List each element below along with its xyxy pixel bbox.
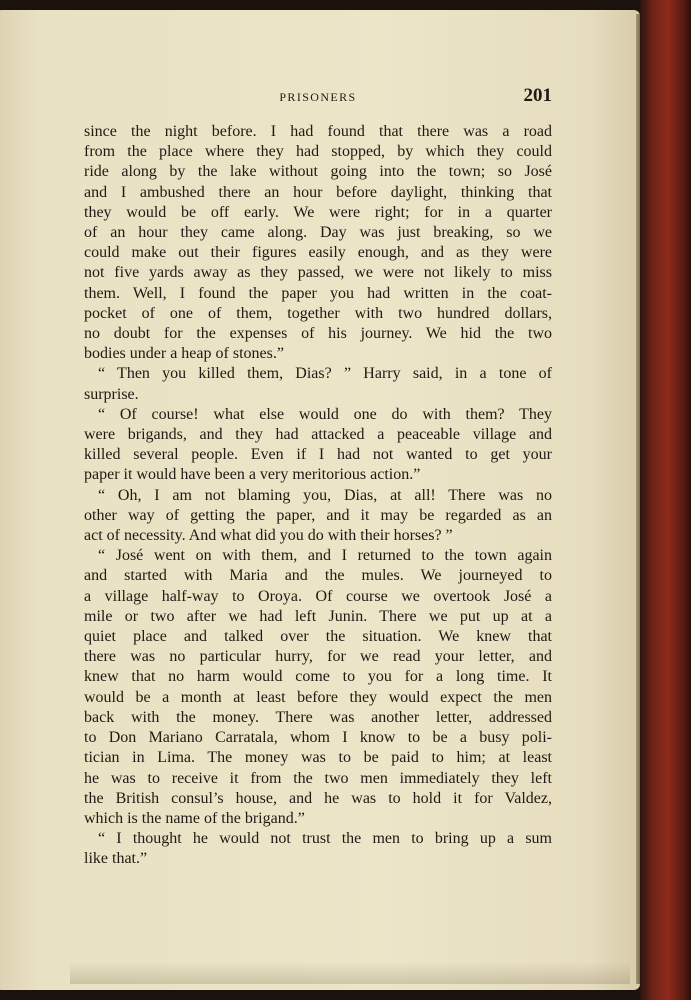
text-line: “ I thought he would not trust the men to bring up a sum bbox=[98, 830, 552, 848]
text-line: from the place where they had stopped, by which they could bbox=[84, 143, 552, 161]
text-line: act of necessity. And what did you do with their horses? ” bbox=[84, 527, 453, 545]
page-number: 201 bbox=[523, 85, 552, 106]
text-line: and started with Maria and the mules. We journeyed to bbox=[84, 567, 552, 585]
text-line: he was to receive it from the two men immediately they left bbox=[84, 769, 552, 787]
text-line: they would be off early. We were right; for in a quarter bbox=[84, 203, 552, 221]
text-line: “ Oh, I am not blaming you, Dias, at all! There was no bbox=[98, 486, 552, 504]
text-line: ride along by the lake without going into the town; so José bbox=[84, 163, 552, 181]
text-line: could make out their figures easily enough, and as they were bbox=[84, 244, 552, 262]
text-line: knew that no harm would come to you for a long time. It bbox=[84, 668, 552, 686]
text-line: the British consul’s house, and he was to hold it for Valdez, bbox=[84, 789, 552, 807]
text-line: quiet place and talked over the situation. We knew that bbox=[84, 628, 552, 646]
book-spine-red-cover bbox=[640, 0, 691, 1000]
text-line: paper it would have been a very meritorious action.” bbox=[84, 466, 421, 484]
text-line: to Don Mariano Carratala, whom I know to be a busy poli- bbox=[84, 729, 552, 747]
running-head: PRISONERS bbox=[279, 90, 357, 104]
text-line: which is the name of the brigand.” bbox=[84, 809, 305, 827]
page-header bbox=[84, 87, 552, 109]
text-line: were brigands, and they had attacked a peaceable village and bbox=[84, 426, 552, 444]
text-line: “ José went on with them, and I returned to the town again bbox=[98, 547, 552, 565]
text-line: mile or two after we had left Junin. There we put up at a bbox=[84, 607, 552, 625]
text-line: pocket of one of them, together with two hundred dollars, bbox=[84, 304, 552, 322]
text-line: back with the money. There was another letter, addressed bbox=[84, 708, 552, 726]
text-line: “ Then you killed them, Dias? ” Harry said, in a tone of bbox=[98, 365, 552, 383]
text-line: of an hour they came along. Day was just breaking, so we bbox=[84, 224, 552, 242]
body-text bbox=[84, 122, 552, 870]
text-line: them. Well, I found the paper you had written in the coat- bbox=[84, 284, 552, 302]
text-line: a village half-way to Oroya. Of course we overtook José a bbox=[84, 587, 552, 605]
text-line: not five yards away as they passed, we were not likely to miss bbox=[84, 264, 552, 282]
text-line: surprise. bbox=[84, 385, 139, 403]
text-line: would be a month at least before they would expect the men bbox=[84, 688, 552, 706]
text-line: no doubt for the expenses of his journey. We hid the two bbox=[84, 325, 552, 343]
text-line: like that.” bbox=[84, 850, 148, 868]
text-line: other way of getting the paper, and it may be regarded as an bbox=[84, 506, 552, 524]
page-bottom-shadow bbox=[70, 962, 630, 984]
text-line: “ Of course! what else would one do with them? They bbox=[98, 405, 552, 423]
text-line: since the night before. I had found that there was a road bbox=[84, 123, 552, 140]
text-line: tician in Lima. The money was to be paid to him; at least bbox=[84, 749, 552, 767]
text-line: bodies under a heap of stones.” bbox=[84, 345, 284, 363]
text-line: killed several people. Even if I had not wanted to get your bbox=[84, 446, 552, 464]
text-line: and I ambushed there an hour before daylight, thinking that bbox=[84, 183, 552, 201]
text-line: there was no particular hurry, for we read your letter, and bbox=[84, 648, 552, 666]
